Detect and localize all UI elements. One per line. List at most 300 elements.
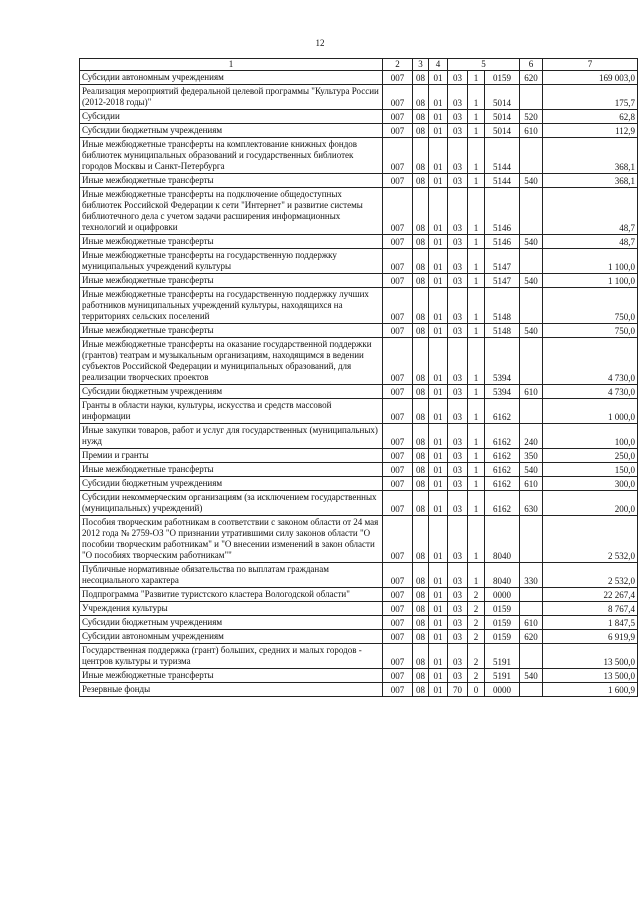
row-amount: 48,7 — [543, 188, 638, 235]
row-name: Публичные нормативные обязательства по выплатам гражданам несоциального характера — [80, 563, 383, 588]
table-row — [80, 85, 638, 110]
row-amount: 112,9 — [543, 124, 638, 138]
row-expense-type: 620 — [520, 630, 543, 644]
row-ministry-code: 007 — [383, 588, 413, 602]
row-expense-type: 610 — [520, 477, 543, 491]
table-row — [80, 463, 638, 477]
row-expense-type: 540 — [520, 174, 543, 188]
row-name: Иные межбюджетные трансферты — [80, 324, 383, 338]
table-row — [80, 174, 638, 188]
row-section-code: 08 — [413, 477, 429, 491]
row-direction-code: 5191 — [485, 669, 520, 683]
row-ministry-code: 007 — [383, 85, 413, 110]
row-direction-code: 5148 — [485, 324, 520, 338]
row-name: Иные межбюджетные трансферты — [80, 669, 383, 683]
row-program-code: 03 — [448, 669, 468, 683]
row-subprogram-code: 1 — [468, 288, 485, 324]
row-direction-code: 6162 — [485, 463, 520, 477]
row-expense-type: 240 — [520, 424, 543, 449]
row-name: Премии и гранты — [80, 449, 383, 463]
row-section-code: 08 — [413, 463, 429, 477]
row-subprogram-code: 1 — [468, 235, 485, 249]
row-direction-code: 6162 — [485, 449, 520, 463]
row-subsection-code: 01 — [429, 138, 448, 174]
row-ministry-code: 007 — [383, 174, 413, 188]
row-subsection-code: 01 — [429, 669, 448, 683]
row-amount: 1 847,5 — [543, 616, 638, 630]
row-amount: 2 532,0 — [543, 563, 638, 588]
row-direction-code: 5146 — [485, 235, 520, 249]
row-section-code: 08 — [413, 516, 429, 563]
row-name: Субсидии — [80, 110, 383, 124]
row-subprogram-code: 1 — [468, 516, 485, 563]
row-direction-code: 5014 — [485, 124, 520, 138]
row-program-code: 03 — [448, 288, 468, 324]
row-name: Резервные фонды — [80, 683, 383, 697]
row-expense-type — [520, 516, 543, 563]
table-row — [80, 338, 638, 385]
row-subsection-code: 01 — [429, 630, 448, 644]
row-subsection-code: 01 — [429, 188, 448, 235]
row-amount: 300,0 — [543, 477, 638, 491]
row-amount: 100,0 — [543, 424, 638, 449]
row-section-code: 08 — [413, 188, 429, 235]
row-subprogram-code: 2 — [468, 630, 485, 644]
row-ministry-code: 007 — [383, 235, 413, 249]
header-col-1: 1 — [80, 59, 383, 71]
row-name: Субсидии некоммерческим организациям (за исключением государственных (муниципальных) учреждений) — [80, 491, 383, 516]
row-ministry-code: 007 — [383, 669, 413, 683]
header-col-2: 2 — [383, 59, 413, 71]
row-direction-code: 6162 — [485, 491, 520, 516]
table-row — [80, 616, 638, 630]
row-ministry-code: 007 — [383, 463, 413, 477]
row-ministry-code: 007 — [383, 124, 413, 138]
row-program-code: 03 — [448, 124, 468, 138]
row-amount: 22 267,4 — [543, 588, 638, 602]
row-direction-code: 0159 — [485, 616, 520, 630]
row-expense-type: 540 — [520, 274, 543, 288]
row-subsection-code: 01 — [429, 385, 448, 399]
row-subprogram-code: 1 — [468, 85, 485, 110]
row-expense-type: 610 — [520, 616, 543, 630]
row-direction-code: 0159 — [485, 602, 520, 616]
table-row — [80, 424, 638, 449]
row-section-code: 08 — [413, 249, 429, 274]
row-direction-code: 5014 — [485, 85, 520, 110]
table-row — [80, 449, 638, 463]
table-row — [80, 477, 638, 491]
row-subprogram-code: 1 — [468, 449, 485, 463]
row-name: Иные межбюджетные трансферты — [80, 235, 383, 249]
table-row — [80, 491, 638, 516]
row-section-code: 08 — [413, 288, 429, 324]
row-direction-code: 5148 — [485, 288, 520, 324]
table-row — [80, 110, 638, 124]
row-subprogram-code: 2 — [468, 644, 485, 669]
row-expense-type: 540 — [520, 463, 543, 477]
row-section-code: 08 — [413, 338, 429, 385]
row-direction-code: 0159 — [485, 71, 520, 85]
row-name: Иные межбюджетные трансферты — [80, 274, 383, 288]
row-direction-code: 5014 — [485, 110, 520, 124]
row-name: Субсидии бюджетным учреждениям — [80, 477, 383, 491]
row-expense-type — [520, 602, 543, 616]
row-section-code: 08 — [413, 630, 429, 644]
row-subsection-code: 01 — [429, 288, 448, 324]
row-amount: 13 500,0 — [543, 644, 638, 669]
row-amount: 169 003,0 — [543, 71, 638, 85]
table-row — [80, 399, 638, 424]
table-row — [80, 124, 638, 138]
header-col-4: 4 — [429, 59, 448, 71]
row-direction-code: 0000 — [485, 588, 520, 602]
row-amount: 8 767,4 — [543, 602, 638, 616]
row-subprogram-code: 1 — [468, 463, 485, 477]
row-subprogram-code: 1 — [468, 491, 485, 516]
row-amount: 250,0 — [543, 449, 638, 463]
row-name: Иные межбюджетные трансферты — [80, 174, 383, 188]
table-row — [80, 235, 638, 249]
row-amount: 1 100,0 — [543, 274, 638, 288]
row-name: Иные межбюджетные трансферты — [80, 463, 383, 477]
row-direction-code: 5147 — [485, 274, 520, 288]
row-subsection-code: 01 — [429, 588, 448, 602]
row-ministry-code: 007 — [383, 563, 413, 588]
row-program-code: 03 — [448, 274, 468, 288]
row-subsection-code: 01 — [429, 424, 448, 449]
row-amount: 368,1 — [543, 138, 638, 174]
table-row — [80, 188, 638, 235]
row-subsection-code: 01 — [429, 491, 448, 516]
table-row — [80, 644, 638, 669]
row-subsection-code: 01 — [429, 110, 448, 124]
row-subprogram-code: 1 — [468, 324, 485, 338]
row-amount: 200,0 — [543, 491, 638, 516]
row-amount: 6 919,9 — [543, 630, 638, 644]
page-number: 12 — [315, 38, 325, 48]
row-subprogram-code: 1 — [468, 71, 485, 85]
row-program-code: 03 — [448, 138, 468, 174]
row-name: Субсидии автономным учреждениям — [80, 71, 383, 85]
row-ministry-code: 007 — [383, 644, 413, 669]
row-program-code: 03 — [448, 71, 468, 85]
row-section-code: 08 — [413, 563, 429, 588]
row-section-code: 08 — [413, 616, 429, 630]
row-subsection-code: 01 — [429, 274, 448, 288]
row-subsection-code: 01 — [429, 249, 448, 274]
row-ministry-code: 007 — [383, 110, 413, 124]
row-name: Учреждения культуры — [80, 602, 383, 616]
row-program-code: 03 — [448, 188, 468, 235]
row-ministry-code: 007 — [383, 630, 413, 644]
row-name: Подпрограмма "Развитие туристского кластера Вологодской области" — [80, 588, 383, 602]
row-subprogram-code: 1 — [468, 110, 485, 124]
row-direction-code: 8040 — [485, 563, 520, 588]
row-subprogram-code: 1 — [468, 188, 485, 235]
row-ministry-code: 007 — [383, 249, 413, 274]
row-expense-type: 520 — [520, 110, 543, 124]
row-amount: 48,7 — [543, 235, 638, 249]
row-subprogram-code: 1 — [468, 138, 485, 174]
row-subsection-code: 01 — [429, 338, 448, 385]
row-program-code: 03 — [448, 235, 468, 249]
row-name: Пособия творческим работникам в соответствии с законом области от 24 мая 2012 года № 2759-ОЗ "О признании утратившими силу законов области "О пособии творческим работникам" и "О внесении изменений в закон области "О пособиях творческим работникам"" — [80, 516, 383, 563]
row-section-code: 08 — [413, 399, 429, 424]
row-name: Государственная поддержка (грант) больших, средних и малых городов - центров культуры и туризма — [80, 644, 383, 669]
row-subsection-code: 01 — [429, 71, 448, 85]
row-subsection-code: 01 — [429, 399, 448, 424]
row-subsection-code: 01 — [429, 463, 448, 477]
row-program-code: 03 — [448, 616, 468, 630]
row-section-code: 08 — [413, 491, 429, 516]
row-ministry-code: 007 — [383, 516, 413, 563]
row-expense-type — [520, 588, 543, 602]
row-subsection-code: 01 — [429, 324, 448, 338]
row-subprogram-code: 1 — [468, 563, 485, 588]
row-subprogram-code: 1 — [468, 385, 485, 399]
row-name: Иные межбюджетные трансферты на подключение общедоступных библиотек Российской Федерации к сети "Интернет" и развитие системы библиотечного дела с учетом задачи расширения информационных технологий и оцифровки — [80, 188, 383, 235]
row-ministry-code: 007 — [383, 424, 413, 449]
row-program-code: 03 — [448, 324, 468, 338]
row-expense-type: 330 — [520, 563, 543, 588]
row-section-code: 08 — [413, 324, 429, 338]
table-row — [80, 71, 638, 85]
row-section-code: 08 — [413, 124, 429, 138]
row-amount: 1 100,0 — [543, 249, 638, 274]
row-expense-type: 630 — [520, 491, 543, 516]
row-amount: 1 000,0 — [543, 399, 638, 424]
row-expense-type — [520, 683, 543, 697]
row-amount: 13 500,0 — [543, 669, 638, 683]
row-direction-code: 5394 — [485, 338, 520, 385]
row-subprogram-code: 2 — [468, 669, 485, 683]
row-subsection-code: 01 — [429, 616, 448, 630]
row-name: Реализация мероприятий федеральной целевой программы "Культура России (2012-2018 годы)" — [80, 85, 383, 110]
row-subprogram-code: 1 — [468, 274, 485, 288]
row-section-code: 08 — [413, 85, 429, 110]
row-subprogram-code: 1 — [468, 249, 485, 274]
table-row — [80, 274, 638, 288]
row-expense-type — [520, 288, 543, 324]
row-expense-type — [520, 249, 543, 274]
row-ministry-code: 007 — [383, 385, 413, 399]
row-direction-code: 6162 — [485, 399, 520, 424]
budget-table — [79, 58, 638, 697]
row-name: Субсидии автономным учреждениям — [80, 630, 383, 644]
table-row — [80, 630, 638, 644]
row-subsection-code: 01 — [429, 174, 448, 188]
row-subsection-code: 01 — [429, 683, 448, 697]
row-amount: 1 600,9 — [543, 683, 638, 697]
row-program-code: 03 — [448, 174, 468, 188]
row-expense-type — [520, 399, 543, 424]
row-name: Иные межбюджетные трансферты на государственную поддержку муниципальных учреждений культуры — [80, 249, 383, 274]
row-ministry-code: 007 — [383, 491, 413, 516]
row-program-code: 03 — [448, 249, 468, 274]
row-expense-type — [520, 85, 543, 110]
table-body — [80, 71, 638, 697]
table-row — [80, 669, 638, 683]
row-expense-type: 610 — [520, 385, 543, 399]
row-expense-type: 540 — [520, 669, 543, 683]
row-subprogram-code: 2 — [468, 602, 485, 616]
row-section-code: 08 — [413, 669, 429, 683]
row-subprogram-code: 1 — [468, 338, 485, 385]
row-name: Субсидии бюджетным учреждениям — [80, 124, 383, 138]
row-subprogram-code: 2 — [468, 588, 485, 602]
row-program-code: 70 — [448, 683, 468, 697]
row-subprogram-code: 0 — [468, 683, 485, 697]
row-subsection-code: 01 — [429, 563, 448, 588]
header-col-7: 7 — [543, 59, 638, 71]
row-subsection-code: 01 — [429, 516, 448, 563]
row-subsection-code: 01 — [429, 477, 448, 491]
row-section-code: 08 — [413, 424, 429, 449]
header-col-6: 6 — [520, 59, 543, 71]
row-name: Субсидии бюджетным учреждениям — [80, 385, 383, 399]
table-row — [80, 324, 638, 338]
table-row — [80, 588, 638, 602]
table-row — [80, 288, 638, 324]
row-program-code: 03 — [448, 338, 468, 385]
row-direction-code: 6162 — [485, 424, 520, 449]
row-name: Иные межбюджетные трансферты на государственную поддержку лучших работников муниципальных учреждений культуры, находящихся на территориях сельских поселений — [80, 288, 383, 324]
row-name: Иные межбюджетные трансферты на комплектование книжных фондов библиотек муниципальных образований и государственных библиотек городов Москвы и Санкт-Петербурга — [80, 138, 383, 174]
table-row — [80, 563, 638, 588]
row-expense-type — [520, 138, 543, 174]
row-direction-code: 5191 — [485, 644, 520, 669]
row-program-code: 03 — [448, 477, 468, 491]
row-amount: 368,1 — [543, 174, 638, 188]
row-ministry-code: 007 — [383, 188, 413, 235]
row-expense-type — [520, 644, 543, 669]
row-amount: 4 730,0 — [543, 338, 638, 385]
row-subsection-code: 01 — [429, 602, 448, 616]
row-section-code: 08 — [413, 71, 429, 85]
row-subsection-code: 01 — [429, 644, 448, 669]
row-ministry-code: 007 — [383, 288, 413, 324]
row-direction-code: 0159 — [485, 630, 520, 644]
row-expense-type: 620 — [520, 71, 543, 85]
row-subprogram-code: 2 — [468, 616, 485, 630]
row-ministry-code: 007 — [383, 399, 413, 424]
table-row — [80, 249, 638, 274]
row-program-code: 03 — [448, 516, 468, 563]
row-section-code: 08 — [413, 110, 429, 124]
row-section-code: 08 — [413, 683, 429, 697]
row-subprogram-code: 1 — [468, 174, 485, 188]
row-ministry-code: 007 — [383, 683, 413, 697]
row-ministry-code: 007 — [383, 71, 413, 85]
row-program-code: 03 — [448, 602, 468, 616]
row-subsection-code: 01 — [429, 85, 448, 110]
table-row — [80, 516, 638, 563]
row-section-code: 08 — [413, 385, 429, 399]
row-ministry-code: 007 — [383, 338, 413, 385]
row-section-code: 08 — [413, 235, 429, 249]
row-amount: 2 532,0 — [543, 516, 638, 563]
row-program-code: 03 — [448, 85, 468, 110]
row-direction-code: 5144 — [485, 138, 520, 174]
row-name: Гранты в области науки, культуры, искусства и средств массовой информации — [80, 399, 383, 424]
row-section-code: 08 — [413, 138, 429, 174]
row-ministry-code: 007 — [383, 138, 413, 174]
row-program-code: 03 — [448, 630, 468, 644]
table-header-row — [80, 59, 638, 71]
row-program-code: 03 — [448, 399, 468, 424]
row-expense-type — [520, 338, 543, 385]
row-direction-code: 5144 — [485, 174, 520, 188]
row-subsection-code: 01 — [429, 235, 448, 249]
row-amount: 4 730,0 — [543, 385, 638, 399]
row-ministry-code: 007 — [383, 324, 413, 338]
row-direction-code: 5147 — [485, 249, 520, 274]
row-amount: 150,0 — [543, 463, 638, 477]
row-expense-type: 610 — [520, 124, 543, 138]
row-expense-type: 540 — [520, 324, 543, 338]
row-section-code: 08 — [413, 588, 429, 602]
row-section-code: 08 — [413, 174, 429, 188]
row-program-code: 03 — [448, 563, 468, 588]
row-subsection-code: 01 — [429, 124, 448, 138]
row-direction-code: 5394 — [485, 385, 520, 399]
row-direction-code: 8040 — [485, 516, 520, 563]
header-col-5: 5 — [448, 59, 520, 71]
row-amount: 175,7 — [543, 85, 638, 110]
row-ministry-code: 007 — [383, 449, 413, 463]
row-program-code: 03 — [448, 110, 468, 124]
row-amount: 750,0 — [543, 288, 638, 324]
row-expense-type — [520, 188, 543, 235]
row-ministry-code: 007 — [383, 616, 413, 630]
row-program-code: 03 — [448, 463, 468, 477]
row-subprogram-code: 1 — [468, 399, 485, 424]
row-section-code: 08 — [413, 449, 429, 463]
row-program-code: 03 — [448, 424, 468, 449]
row-program-code: 03 — [448, 588, 468, 602]
row-ministry-code: 007 — [383, 274, 413, 288]
table-row — [80, 602, 638, 616]
table-row — [80, 385, 638, 399]
table-row — [80, 683, 638, 697]
row-name: Субсидии бюджетным учреждениям — [80, 616, 383, 630]
table-row — [80, 138, 638, 174]
header-col-3: 3 — [413, 59, 429, 71]
row-direction-code: 6162 — [485, 477, 520, 491]
row-subprogram-code: 1 — [468, 124, 485, 138]
row-name: Иные закупки товаров, работ и услуг для государственных (муниципальных) нужд — [80, 424, 383, 449]
row-program-code: 03 — [448, 385, 468, 399]
row-program-code: 03 — [448, 644, 468, 669]
row-subprogram-code: 1 — [468, 424, 485, 449]
row-amount: 62,8 — [543, 110, 638, 124]
row-program-code: 03 — [448, 491, 468, 516]
row-subsection-code: 01 — [429, 449, 448, 463]
row-direction-code: 5146 — [485, 188, 520, 235]
row-subprogram-code: 1 — [468, 477, 485, 491]
row-direction-code: 0000 — [485, 683, 520, 697]
row-ministry-code: 007 — [383, 477, 413, 491]
row-ministry-code: 007 — [383, 602, 413, 616]
row-expense-type: 350 — [520, 449, 543, 463]
row-amount: 750,0 — [543, 324, 638, 338]
row-expense-type: 540 — [520, 235, 543, 249]
row-section-code: 08 — [413, 274, 429, 288]
row-name: Иные межбюджетные трансферты на оказание государственной поддержки (грантов) театрам и музыкальным организациям, находящимся в ведении субъектов Российской Федерации и муниципальных образований, для реализации творческих проектов — [80, 338, 383, 385]
row-section-code: 08 — [413, 644, 429, 669]
row-program-code: 03 — [448, 449, 468, 463]
